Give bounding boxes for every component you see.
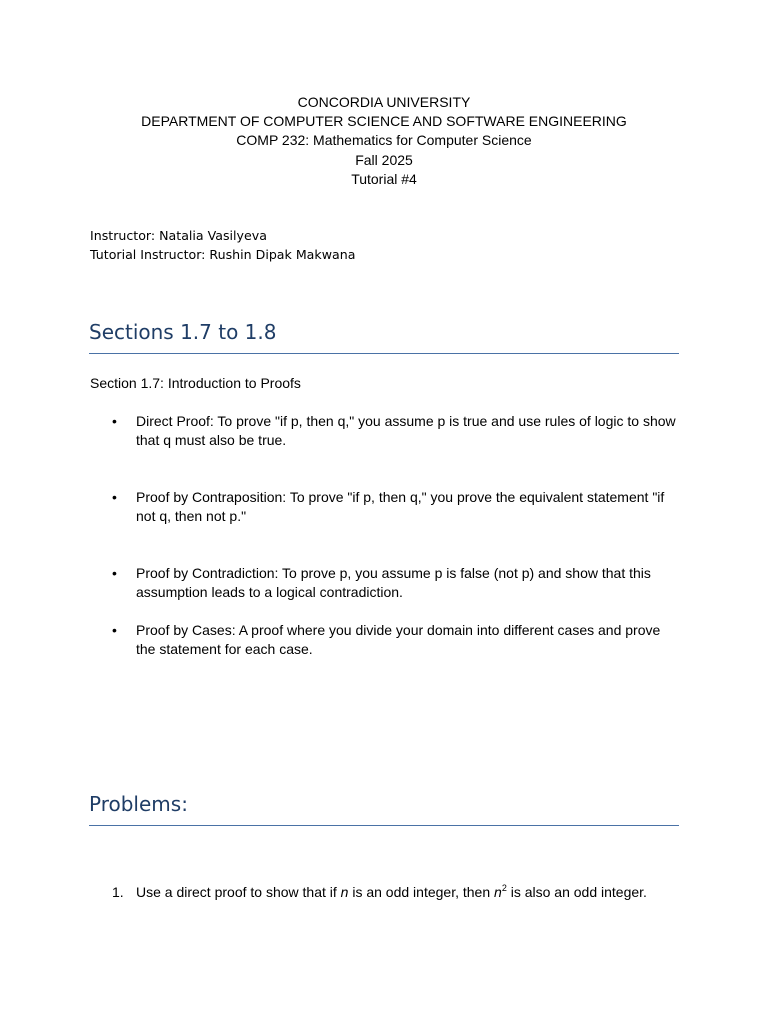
math-variable: n [340, 884, 349, 900]
bullet-text: Proof by Cases: A proof where you divide your domain into different cases and prove the statement for each case. [136, 622, 661, 658]
problem-number: 1. [112, 884, 124, 900]
staff-info [90, 226, 355, 264]
tutorial-number: Tutorial #4 [351, 170, 417, 187]
document-header [0, 93, 768, 189]
exponent: 2 [501, 883, 507, 893]
subsection-title: Section 1.7: Introduction to Proofs [90, 375, 301, 391]
term: Fall 2025 [355, 151, 413, 168]
department-name: DEPARTMENT OF COMPUTER SCIENCE AND SOFTWARE ENGINEERING [141, 113, 627, 130]
math-variable: n [494, 884, 502, 900]
bullet-text: Proof by Contradiction: To prove p, you assume p is false (not p) and show that this assumption leads to a logical contradiction. [136, 565, 651, 601]
problems-heading: Problems: [89, 792, 679, 826]
instructor-line: Instructor: Natalia Vasilyeva [90, 228, 267, 243]
list-item [112, 412, 680, 451]
list-item [112, 564, 680, 603]
problem-item [112, 883, 692, 902]
bullet-text: Proof by Contraposition: To prove "if p, then q," you prove the equivalent statement "if not q, then not p." [136, 489, 665, 525]
problem-text: Use a direct proof to show that if [136, 884, 341, 900]
bullet-marker: • [112, 489, 117, 505]
bullet-marker: • [112, 565, 117, 581]
list-item [112, 488, 680, 527]
bullet-text: Direct Proof: To prove "if p, then q," you assume p is true and use rules of logic to show that q must also be true. [136, 413, 676, 449]
bullet-marker: • [112, 413, 117, 429]
problem-text: is an odd integer, then [348, 884, 495, 900]
course-title: COMP 232: Mathematics for Computer Science [236, 132, 532, 149]
university-name: CONCORDIA UNIVERSITY [297, 94, 471, 110]
problem-text: is also an odd integer. [506, 884, 647, 900]
list-item [112, 621, 680, 660]
tutorial-instructor-line: Tutorial Instructor: Rushin Dipak Makwana [90, 247, 356, 262]
bullet-marker: • [112, 622, 117, 638]
sections-heading: Sections 1.7 to 1.8 [89, 320, 679, 354]
